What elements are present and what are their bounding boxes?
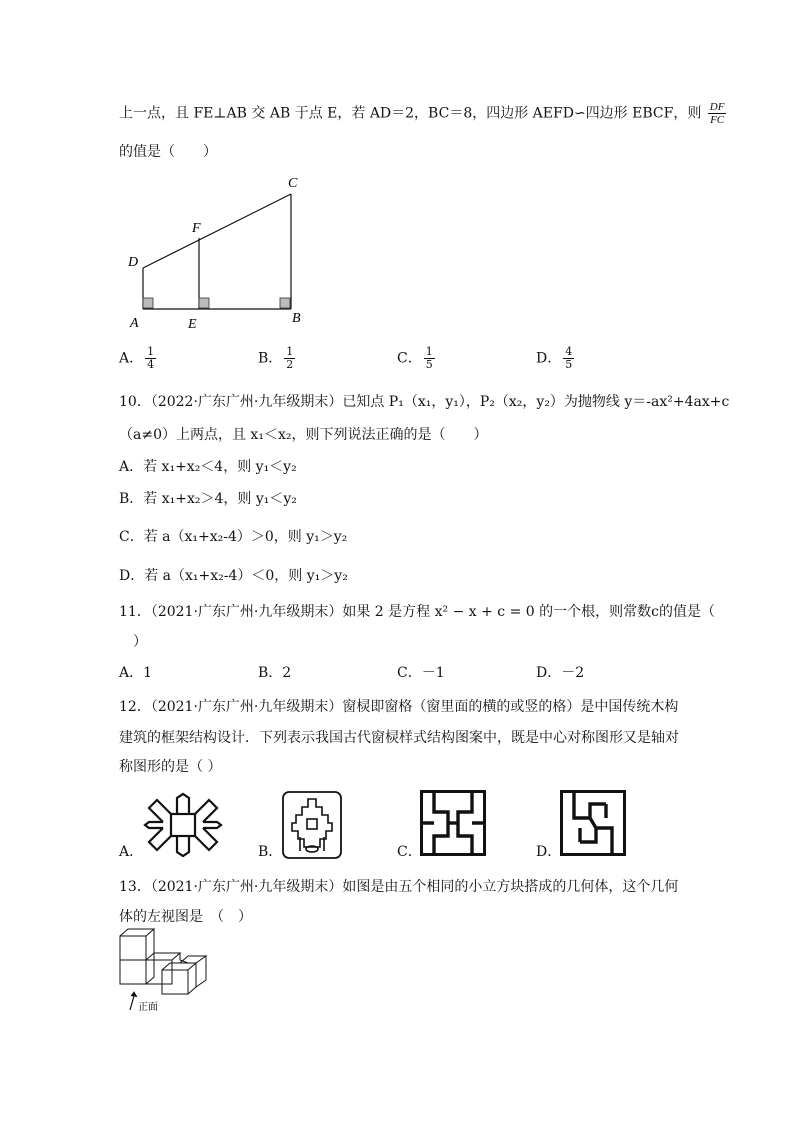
q10-option-b[interactable]: B．若 x₁+x₂＞4，则 y₁＜y₂	[119, 491, 297, 507]
q9-option-a[interactable]: A． $\frac{1}{4}$	[119, 345, 155, 371]
q12-option-a-label[interactable]: A．	[119, 844, 144, 860]
q10-stem-line2: （a≠0）上两点，且 x₁＜x₂，则下列说法正确的是（ ）	[119, 427, 488, 443]
q10-option-d[interactable]: D．若 a（x₁+x₂-4）＜0，则 y₁＞y₂	[119, 568, 348, 584]
label-B: B	[292, 311, 301, 326]
q12-stem-line3: 称图形的是（ ）	[119, 759, 222, 775]
q9-option-d[interactable]: D． $\frac{4}{5}$	[536, 345, 573, 371]
q12-option-b-lattice-figure[interactable]	[282, 791, 342, 859]
q11-stem-line1: 11．（2021·广东广州·九年级期末）如果 2 是方程 x² − x + c = 0 的一个根，则常数c的值是（	[119, 604, 715, 620]
q12-option-a-lattice-figure[interactable]	[141, 792, 225, 858]
label-A: A	[130, 316, 139, 331]
q10-option-a[interactable]: A．若 x₁+x₂＜4，则 y₁＜y₂	[119, 459, 297, 475]
q12-stem-line2: 建筑的框架结构设计．下列表示我国古代窗棂样式结构图案中，既是中心对称图形又是轴对	[119, 730, 679, 746]
q13-stem-line1: 13．（2021·广东广州·九年级期末）如图是由五个相同的小立方块搭成的几何体，这个几何	[119, 879, 679, 895]
q10-stem-line1: 10．（2022·广东广州·九年级期末）已知点 P₁（x₁，y₁），P₂（x₂，y₂）为抛物线 y＝-ax²+4ax+c	[119, 394, 730, 410]
label-E: E	[188, 317, 197, 332]
q12-option-d-lattice-figure[interactable]	[560, 790, 626, 856]
q11-option-c[interactable]: C．－1	[397, 665, 445, 681]
q9-trapezoid-figure	[120, 170, 320, 335]
q10-option-c[interactable]: C．若 a（x₁+x₂-4）＞0，则 y₁＞y₂	[119, 529, 348, 545]
q9-option-b[interactable]: B． $\frac{1}{2}$	[258, 345, 294, 371]
q9-stem-line1: 上一点，且 FE⊥AB 交 AB 于点 E，若 AD＝2，BC＝8，四边形 AEFD∽四边形 EBCF，则 $\frac{DF}{FC}$	[119, 101, 725, 126]
label-F: F	[192, 221, 201, 236]
q12-option-d-label[interactable]: D．	[536, 844, 562, 860]
q12-stem-line1: 12．（2021·广东广州·九年级期末）窗棂即窗格（窗里面的横的或竖的格）是中国传统木构	[119, 699, 679, 715]
label-D: D	[128, 255, 139, 270]
q11-option-a[interactable]: A．1	[119, 665, 153, 681]
label-C: C	[288, 176, 298, 191]
q12-option-b-label[interactable]: B．	[258, 844, 283, 860]
q9-ratio-fraction: $\frac{DF}{FC}$	[709, 101, 725, 126]
q13-stem-line2: 体的左视图是 （ ）	[119, 909, 252, 925]
q9-option-c[interactable]: C． $\frac{1}{5}$	[397, 345, 433, 371]
q9-stem-line2: 的值是（ ）	[119, 144, 217, 160]
q11-option-b[interactable]: B．2	[258, 665, 292, 681]
q12-option-c-label[interactable]: C．	[397, 844, 422, 860]
front-label: 正面	[138, 1002, 158, 1013]
q12-option-c-lattice-figure[interactable]	[420, 790, 486, 856]
q13-cube-stack-figure	[118, 926, 218, 1016]
q11-stem-line2: ）	[133, 634, 147, 650]
q11-option-d[interactable]: D．－2	[536, 665, 585, 681]
